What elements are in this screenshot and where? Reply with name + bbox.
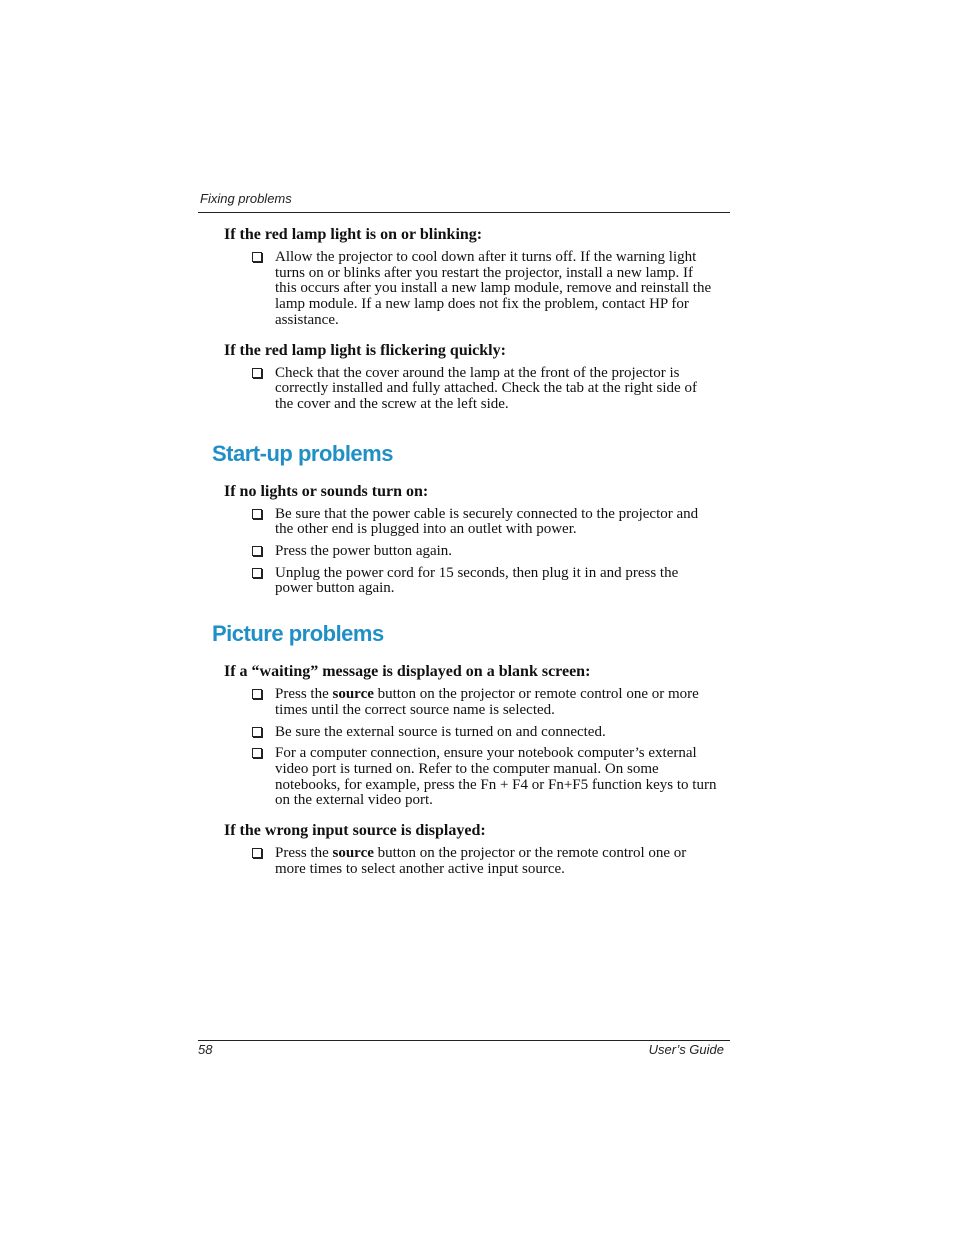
section-title-startup: Start-up problems xyxy=(212,440,393,466)
red-lamp-on-section xyxy=(200,224,730,329)
subhead-red-lamp-on: If the red lamp light is on or blinking: xyxy=(224,226,483,243)
list-item: Unplug the power cord for 15 seconds, then plug it in and press the power button again. xyxy=(200,566,730,597)
bullet-list xyxy=(200,507,730,598)
checkbox-bullet-icon xyxy=(252,727,262,737)
waiting-message-section xyxy=(200,661,730,809)
source-keyword: source xyxy=(332,845,374,862)
list-item: Allow the projector to cool down after it turns off. If the warning light turns on or blinks after you restart the projector, install a new lamp. If this occurs after you install a new lamp module, remove and reinstall the lamp module. If a new lamp does not fix the problem, contact HP for assistance. xyxy=(200,250,730,329)
checkbox-bullet-icon xyxy=(252,546,262,556)
list-item: Be sure that the power cable is securely connected to the projector and the other end is plugged into an outlet with power. xyxy=(200,507,730,538)
checkbox-bullet-icon xyxy=(252,368,262,378)
subhead-waiting-message: If a “waiting” message is displayed on a blank screen: xyxy=(224,663,591,681)
checkbox-bullet-icon xyxy=(252,568,262,578)
header-rule xyxy=(198,212,730,213)
red-lamp-flicker-section xyxy=(200,340,730,413)
list-item: Press the source button on the projector or remote control one or more times until the correct source name is selected. xyxy=(200,687,730,718)
footer-guide-title: User’s Guide xyxy=(648,1042,724,1057)
page-body xyxy=(200,222,730,883)
section-title-picture: Picture problems xyxy=(212,621,384,647)
running-header: Fixing problems xyxy=(200,191,292,206)
list-item: For a computer connection, ensure your notebook computer’s external video port is turned on. Refer to the computer manual. On some notebooks, for example, press the Fn + F4 or Fn+F5 function keys to turn on the external video port. xyxy=(200,746,730,809)
wrong-input-section xyxy=(200,820,730,877)
bullet-list xyxy=(200,846,730,877)
source-keyword: source xyxy=(332,686,374,703)
checkbox-bullet-icon xyxy=(252,748,262,758)
list-item: Be sure the external source is turned on and connected. xyxy=(200,725,730,741)
list-item: Check that the cover around the lamp at the front of the projector is correctly installed and fully attached. Check the tab at the right side of the cover and the screw at the left side. xyxy=(200,366,730,413)
checkbox-bullet-icon xyxy=(252,848,262,858)
page-number: 58 xyxy=(198,1042,213,1057)
checkbox-bullet-icon xyxy=(252,509,262,519)
subhead-wrong-input: If the wrong input source is displayed: xyxy=(224,822,486,840)
list-item: Press the power button again. xyxy=(200,544,730,560)
checkbox-bullet-icon xyxy=(252,689,262,699)
bullet-list xyxy=(200,250,730,329)
subhead-no-lights: If no lights or sounds turn on: xyxy=(224,482,429,500)
subhead-red-lamp-flicker: If the red lamp light is flickering quickly: xyxy=(224,341,506,359)
startup-section xyxy=(200,481,730,598)
footer-rule xyxy=(198,1040,730,1041)
list-item: Press the source button on the projector or the remote control one or more times to select another active input source. xyxy=(200,846,730,877)
checkbox-bullet-icon xyxy=(252,252,262,262)
bullet-list xyxy=(200,687,730,809)
bullet-list xyxy=(200,366,730,413)
